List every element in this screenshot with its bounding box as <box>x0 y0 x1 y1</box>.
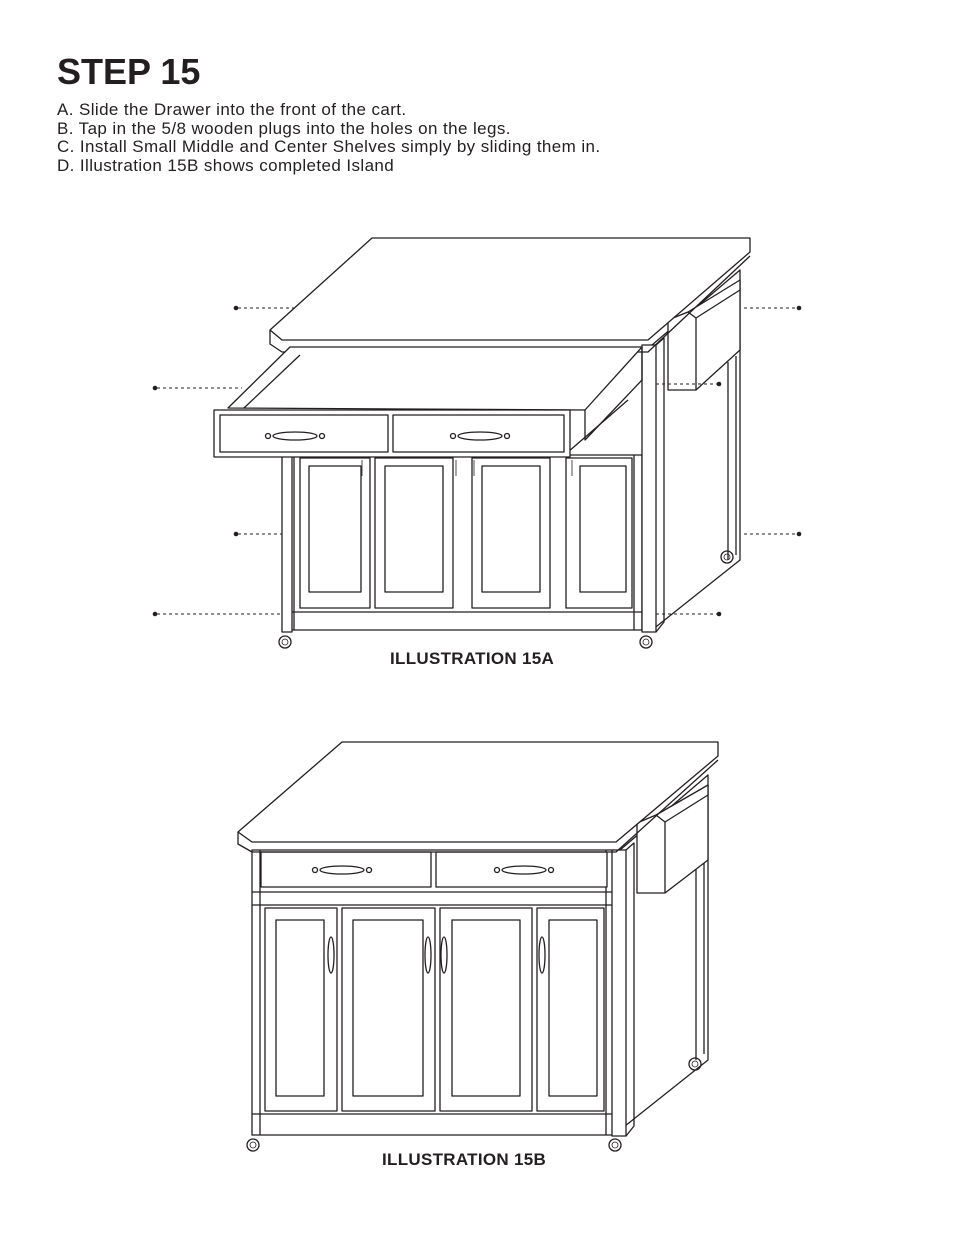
front-leg-left <box>282 455 292 632</box>
page-title: STEP 15 <box>57 51 201 92</box>
drawer-box <box>228 347 642 410</box>
illustration-15a-drawing <box>0 225 954 655</box>
illustration-15b-caption: ILLUSTRATION 15B <box>382 1150 547 1169</box>
instruction-d: D. Illustration 15B shows completed Island <box>57 156 395 176</box>
back-leg-right <box>696 860 704 1060</box>
illustration-15b-drawing <box>0 730 954 1160</box>
front-leg-right <box>642 345 656 632</box>
instruction-c: C. Install Small Middle and Center Shelves simply by sliding them in. <box>57 137 601 157</box>
instruction-b: B. Tap in the 5/8 wooden plugs into the holes on the legs. <box>57 118 511 138</box>
back-leg-right <box>728 356 736 560</box>
instruction-a: A. Slide the Drawer into the front of the cart. <box>57 100 407 119</box>
instruction-list <box>57 101 601 176</box>
cabinet-doors <box>265 908 604 1111</box>
illustration-15a-caption: ILLUSTRATION 15A <box>390 649 555 668</box>
front-leg-right <box>612 850 626 1136</box>
